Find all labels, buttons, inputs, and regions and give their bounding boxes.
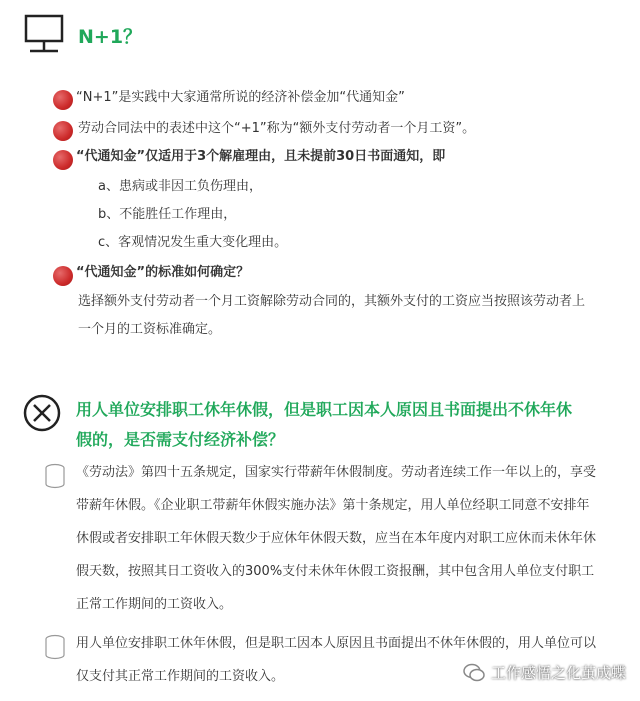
section1-title: N+1？ (78, 26, 143, 48)
para1-line3: 休假或者安排职工年休假天数少于应休年休假天数，应当在本年度内对职工应休而未休年休 (76, 531, 597, 546)
item-1: “N+1”是实践中大家通常所说的经济补偿金加“代通知金” (76, 90, 405, 105)
para1-line5: 正常工作期间的工资收入。 (76, 597, 233, 612)
para2-line1: 用人单位安排职工休年休假，但是职工因本人原因且书面提出不休年休假的，用人单位可以 (76, 636, 597, 651)
watermark-text: 工作感悟之化茧成蝶 (490, 664, 626, 682)
reason-b: b、不能胜任工作理由， (98, 207, 237, 222)
red-bullet-icon (53, 90, 73, 110)
cylinder-icon (44, 463, 66, 489)
para1-line2: 带薪年休假。《企业职工带薪年休假实施办法》第十条规定，用人单位经职工同意不安排年 (76, 498, 590, 513)
red-bullet-icon (53, 121, 73, 141)
item-3: “代通知金”仅适用于3个解雇理由，且未提前30日书面通知，即 (76, 149, 446, 164)
item-2: 劳动合同法中的表述中这个“+1”称为“额外支付劳动者一个月工资”。 (78, 121, 476, 136)
para1-line4: 假天数，按照其日工资收入的300%支付未休年休假工资报酬，其中包含用人单位支付职工 (76, 564, 595, 579)
red-bullet-icon (53, 150, 73, 170)
red-bullet-icon (53, 266, 73, 286)
answer-line-1: 选择额外支付劳动者一个月工资解除劳动合同的，其额外支付的工资应当按照该劳动者上 (78, 294, 586, 309)
section2-title-line1: 用人单位安排职工休年休假，但是职工因本人原因且书面提出不休年休 (76, 400, 573, 419)
cylinder-icon (44, 634, 66, 660)
answer-line-2: 一个月的工资标准确定。 (78, 322, 222, 337)
wechat-icon (463, 663, 485, 683)
reason-a: a、患病或非因工负伤理由， (98, 179, 262, 194)
para1-line1: 《劳动法》第四十五条规定，国家实行带薪年休假制度。劳动者连续工作一年以上的，享受 (76, 465, 597, 480)
question-standard: “代通知金”的标准如何确定？ (76, 265, 250, 280)
reason-c: c、客观情况发生重大变化理由。 (98, 235, 288, 250)
monitor-icon (24, 14, 64, 54)
section2-title-line2: 假的，是否需支付经济补偿？ (76, 430, 285, 449)
para2-line2: 仅支付其正常工作期间的工资收入。 (76, 669, 285, 684)
watermark (463, 662, 626, 683)
close-circle-icon (22, 393, 62, 433)
